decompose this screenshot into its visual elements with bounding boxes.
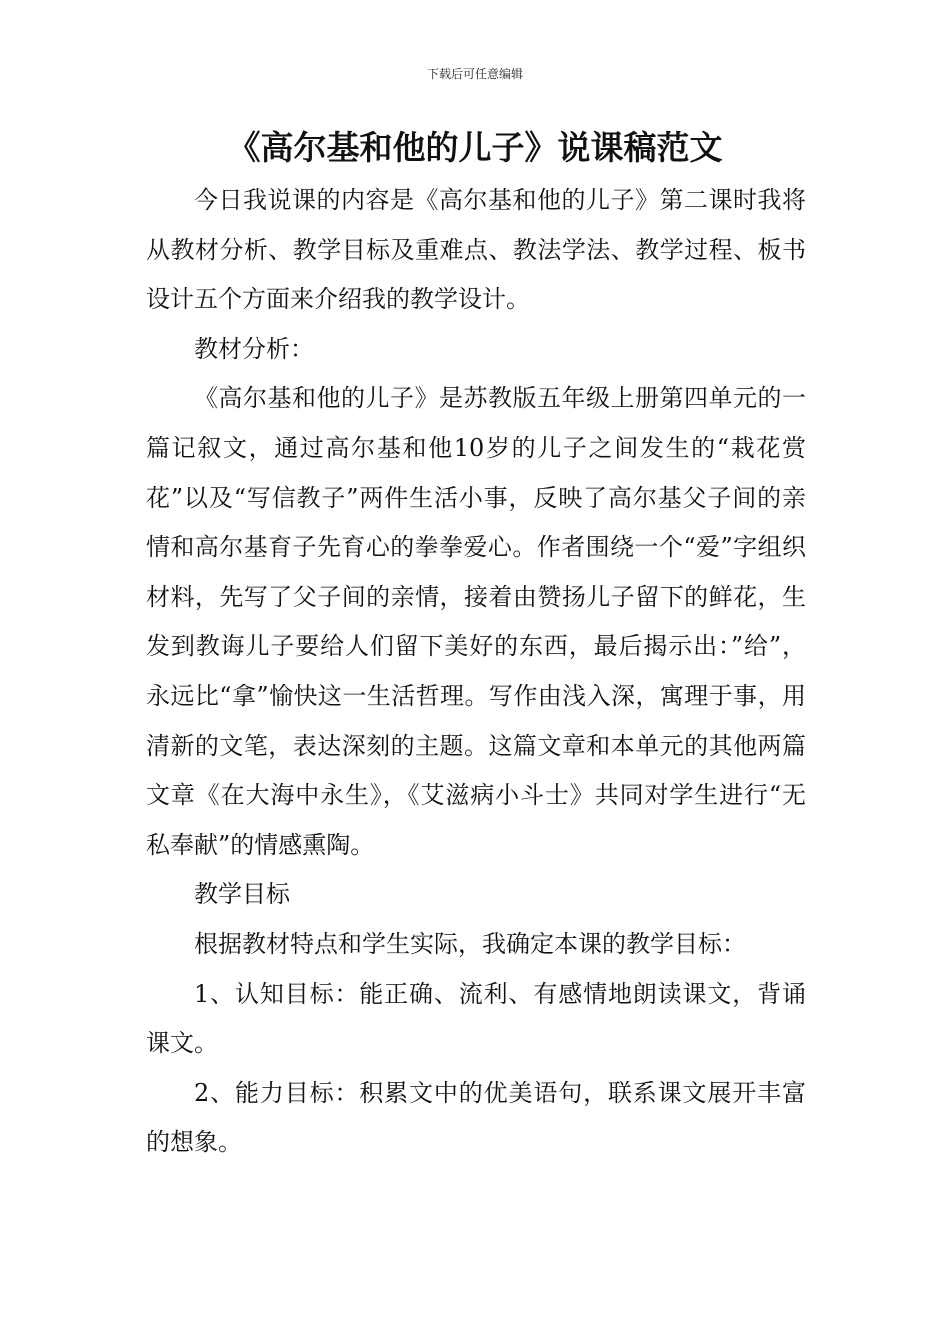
heading-teaching-goals: 教学目标 xyxy=(194,880,290,909)
paragraph-goal-cognitive: 1、认知目标：能正确、流利、有感情地朗读课文，背诵课文。 xyxy=(146,979,806,1058)
paragraph-goal-ability: 2、能力目标：积累文中的优美语句，联系课文展开丰富的想象。 xyxy=(146,1078,806,1157)
heading-textbook-analysis: 教材分析： xyxy=(194,334,314,363)
header-note: 下载后可任意编辑 xyxy=(426,67,523,81)
document-title: 《高尔基和他的儿子》说课稿范文 xyxy=(227,128,723,167)
document-body xyxy=(146,176,806,1168)
paragraph-textbook-analysis: 《高尔基和他的儿子》是苏教版五年级上册第四单元的一篇记叙文，通过高尔基和他10岁的儿子之间发生的“栽花赏花”以及“写信教子”两件生活小事，反映了高尔基父子间的亲情和高尔基育子先育心的拳拳爱心。作者围绕一个“爱”字组织材料，先写了父子间的亲情，接着由赞扬儿子留下的鲜花，生发到教诲儿子要给人们留下美好的东西，最后揭示出：”给”，永远比“拿”愉快这一生活哲理。写作由浅入深，寓理于事，用清新的文笔，表达深刻的主题。这篇文章和本单元的其他两篇文章《在大海中永生》，《艾滋病小斗士》共同对学生进行“无私奉献”的情感熏陶。 xyxy=(146,384,806,859)
paragraph-goals-intro: 根据教材特点和学生实际，我确定本课的教学目标： xyxy=(194,929,746,958)
paragraph-intro: 今日我说课的内容是《高尔基和他的儿子》第二课时我将从教材分析、教学目标及重难点、教法学法、教学过程、板书设计五个方面来介绍我的教学设计。 xyxy=(146,186,806,314)
